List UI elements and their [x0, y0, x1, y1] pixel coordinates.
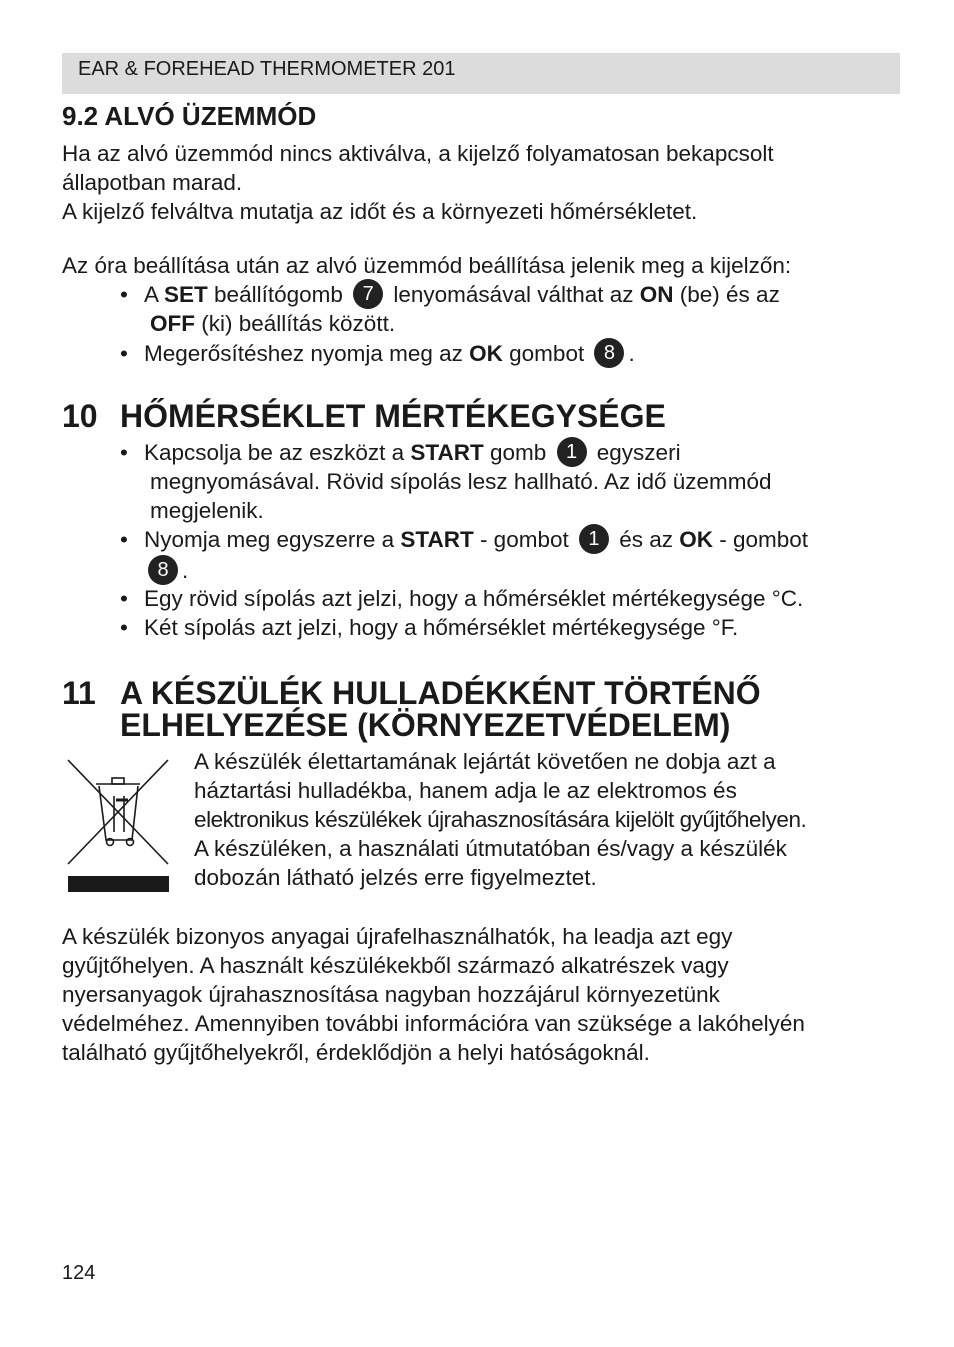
text: Két sípolás azt jelzi, hogy a hőmérséklet mértékegysége °F.	[144, 615, 739, 640]
list-item-continuation: megjelenik.	[150, 498, 264, 523]
list-item	[120, 280, 780, 311]
off-label: OFF	[150, 311, 195, 336]
set-label: SET	[164, 282, 208, 307]
paragraph-line: A készüléken, a használati útmutatóban és/vagy a készülék	[194, 836, 787, 861]
section-9-2-title: 9.2 ALVÓ ÜZEMMÓD	[62, 101, 317, 131]
section-number: 10	[62, 398, 98, 434]
list-item-continuation	[148, 556, 188, 587]
button-1-icon: 1	[579, 524, 609, 554]
text: lenyomásával válthat az	[387, 282, 640, 307]
paragraph-line: A készülék élettartamának lejártát követően ne dobja azt a	[194, 749, 776, 774]
text: gombot	[502, 341, 591, 366]
list-item	[120, 339, 635, 370]
text: .	[182, 558, 189, 583]
paragraph-line: elektronikus készülékek újrahasznosítására kijelölt gyűjtőhelyen.	[194, 807, 807, 832]
text: - gombot	[473, 527, 575, 552]
bullet-dot: •	[120, 586, 128, 611]
paragraph-line: állapotban marad.	[62, 170, 243, 195]
section-number: 11	[62, 675, 96, 711]
text: és az	[612, 527, 680, 552]
start-label: START	[400, 527, 474, 552]
text: Egy rövid sípolás azt jelzi, hogy a hőmérséklet mértékegysége °C.	[144, 586, 804, 611]
text: A	[144, 282, 165, 307]
text: (be) és az	[673, 282, 780, 307]
text: Megerősítéshez nyomja meg az	[144, 341, 470, 366]
start-label: START	[410, 440, 484, 465]
paragraph-line: nyersanyagok újrahasznosítása nagyban hozzájárul környezetünk	[62, 982, 720, 1007]
text: beállítógomb	[207, 282, 350, 307]
text: Nyomja meg egyszerre a	[144, 527, 401, 552]
paragraph-line: dobozán látható jelzés erre figyelmeztet.	[194, 865, 597, 890]
list-item	[120, 525, 808, 556]
button-8-icon: 8	[594, 338, 624, 368]
ok-label: OK	[469, 341, 503, 366]
text: egyszeri	[590, 440, 681, 465]
list-item	[120, 438, 681, 469]
paragraph-line: található gyűjtőhelyekről, érdeklődjön a helyi hatóságoknál.	[62, 1040, 650, 1065]
paragraph-line: háztartási hulladékba, hanem adja le az elektromos és	[194, 778, 737, 803]
text: gomb	[483, 440, 553, 465]
text: .	[628, 341, 635, 366]
bullet-dot: •	[120, 527, 128, 552]
section-10-title	[62, 399, 666, 433]
list-item	[120, 613, 738, 642]
paragraph-line: gyűjtőhelyen. A használt készülékekből származó alkatrészek vagy	[62, 953, 729, 978]
running-header: EAR & FOREHEAD THERMOMETER 201	[62, 53, 900, 94]
list-item	[120, 584, 803, 613]
section-title-text: A KÉSZÜLÉK HULLADÉKKÉNT TÖRTÉNŐ	[120, 675, 761, 711]
paragraph-line: Ha az alvó üzemmód nincs aktiválva, a kijelző folyamatosan bekapcsolt	[62, 141, 774, 166]
list-item-continuation	[150, 309, 395, 338]
on-label: ON	[639, 282, 674, 307]
bullet-dot: •	[120, 440, 128, 465]
paragraph-line: A kijelző felváltva mutatja az időt és a környezeti hőmérsékletet.	[62, 199, 698, 224]
section-11-title	[62, 676, 761, 710]
paragraph-line: Az óra beállítása után az alvó üzemmód beállítása jelenik meg a kijelzőn:	[62, 253, 792, 278]
button-7-icon: 7	[353, 279, 383, 309]
section-11-title-line2: ELHELYEZÉSE (KÖRNYEZETVÉDELEM)	[120, 707, 731, 743]
page-number: 124	[62, 1262, 96, 1284]
text: - gombot	[713, 527, 809, 552]
ok-label: OK	[679, 527, 714, 552]
bullet-dot: •	[120, 282, 128, 307]
bullet-dot: •	[120, 341, 128, 366]
button-8-icon: 8	[148, 555, 178, 585]
section-title-text: HŐMÉRSÉKLET MÉRTÉKEGYSÉGE	[120, 398, 666, 434]
bullet-dot: •	[120, 615, 128, 640]
text: (ki) beállítás között.	[195, 311, 396, 336]
text: Kapcsolja be az eszközt a	[144, 440, 411, 465]
paragraph-line: védelméhez. Amennyiben további információra van szüksége a lakóhelyén	[62, 1011, 805, 1036]
weee-bin-icon	[62, 756, 174, 896]
paragraph-line: A készülék bizonyos anyagai újrafelhasználhatók, ha leadja azt egy	[62, 924, 733, 949]
button-1-icon: 1	[557, 437, 587, 467]
list-item-continuation: megnyomásával. Rövid sípolás lesz hallható. Az idő üzemmód	[150, 469, 772, 494]
